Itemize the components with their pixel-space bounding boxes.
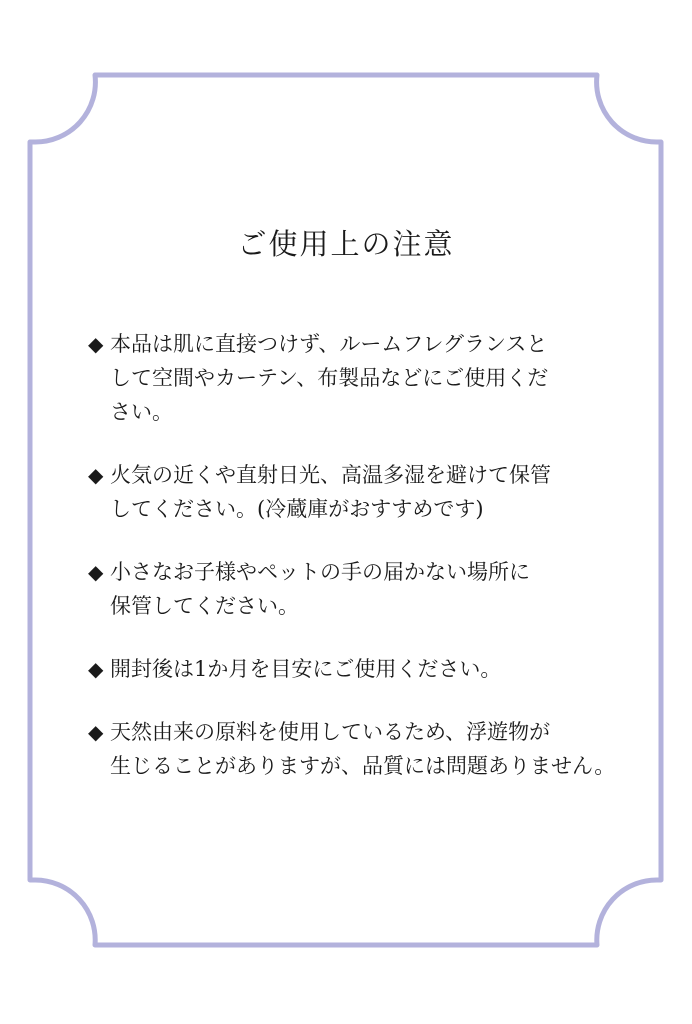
diamond-bullet-icon: ◆	[88, 560, 104, 584]
page-title: ご使用上の注意	[237, 227, 455, 261]
note-text: 天然由来の原料を使用しているため、浮遊物が 生じることがありますが、品質には問題ありません。	[110, 720, 616, 778]
list-item	[88, 555, 648, 623]
note-text: 本品は肌に直接つけず、ルームフレグランスと して空間やカーテン、布製品などにご使用くだ さい。	[110, 332, 549, 424]
precautions-list	[88, 327, 648, 812]
note-text: 小さなお子様やペットの手の届かない場所に 保管してください。	[110, 560, 530, 618]
diamond-bullet-icon: ◆	[88, 463, 104, 487]
list-item	[88, 715, 648, 783]
list-item	[88, 652, 648, 686]
list-item	[88, 458, 648, 526]
note-text: 火気の近くや直射日光、高温多湿を避けて保管 してください。(冷蔵庫がおすすめです)	[110, 463, 551, 521]
note-text: 開封後は1か月を目安にご使用ください。	[110, 657, 502, 681]
list-item	[88, 327, 648, 429]
diamond-bullet-icon: ◆	[88, 720, 104, 744]
diamond-bullet-icon: ◆	[88, 332, 104, 356]
diamond-bullet-icon: ◆	[88, 657, 104, 681]
